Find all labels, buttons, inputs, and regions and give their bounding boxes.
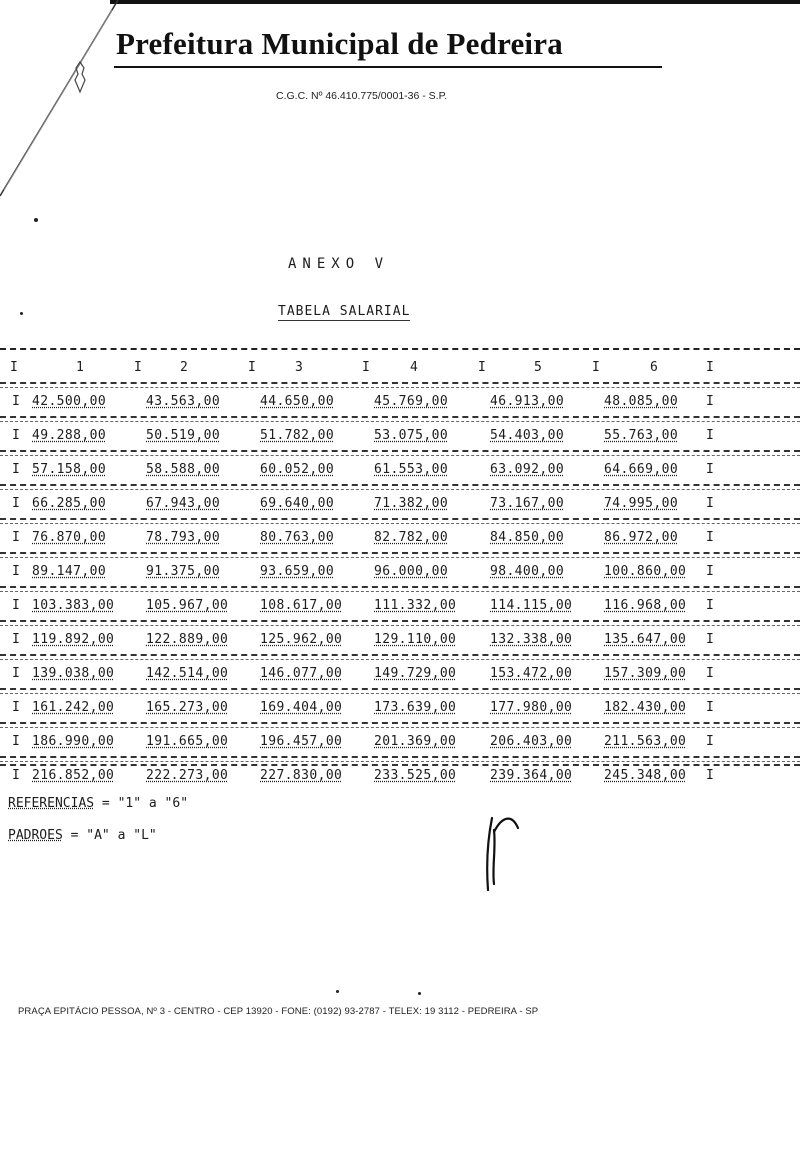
references-legend [8,796,188,811]
table-row [0,484,800,518]
salary-cell: 233.525,00 [374,768,457,783]
salary-cell: 201.369,00 [374,734,457,749]
column-divider: I [706,428,714,443]
salary-cell: 182.430,00 [604,700,687,715]
table-row [0,552,800,586]
salary-cell: 67.943,00 [146,496,221,511]
column-divider: I [706,564,714,579]
speck-mark [34,218,38,222]
column-header: 2 [180,360,189,375]
patterns-value: = "A" a "L" [70,828,157,843]
column-divider: I [706,496,714,511]
salary-cell: 153.472,00 [490,666,573,681]
table-row [0,756,800,790]
column-divider: I [592,360,600,375]
salary-cell: 114.115,00 [490,598,573,613]
salary-cell: 129.110,00 [374,632,457,647]
row-separator [0,387,800,388]
table-header-row [0,348,800,382]
column-divider: I [706,700,714,715]
table-row [0,382,800,416]
column-divider: I [706,360,714,375]
footer-address: PRAÇA EPITÁCIO PESSOA, Nº 3 - CENTRO - CEP 13920 - FONE: (0192) 93-2787 - TELEX: 19 3112 - PEDREIRA - SP [18,1006,539,1017]
salary-cell: 245.348,00 [604,768,687,783]
salary-cell: 206.403,00 [490,734,573,749]
crest-stamp-icon [72,60,88,94]
column-divider: I [706,666,714,681]
column-divider: I [706,768,714,783]
row-separator [0,625,800,626]
salary-cell: 186.990,00 [32,734,115,749]
column-divider: I [10,360,18,375]
salary-cell: 91.375,00 [146,564,221,579]
signature-mark [478,808,528,898]
column-header: 1 [76,360,85,375]
column-divider: I [12,564,20,579]
salary-cell: 103.383,00 [32,598,115,613]
row-separator [0,557,800,558]
salary-cell: 135.647,00 [604,632,687,647]
row-separator [0,591,800,592]
column-divider: I [248,360,256,375]
row-separator [0,489,800,490]
column-divider: I [12,768,20,783]
salary-cell: 139.038,00 [32,666,115,681]
column-divider: I [12,734,20,749]
salary-cell: 161.242,00 [32,700,115,715]
speck-mark [418,992,421,995]
column-divider: I [12,598,20,613]
row-separator [0,727,800,728]
salary-cell: 64.669,00 [604,462,679,477]
column-divider: I [12,428,20,443]
column-divider: I [12,666,20,681]
salary-cell: 78.793,00 [146,530,221,545]
patterns-label: PADROES [8,828,63,843]
salary-cell: 50.519,00 [146,428,221,443]
salary-cell: 71.382,00 [374,496,449,511]
table-row [0,450,800,484]
salary-cell: 149.729,00 [374,666,457,681]
salary-cell: 63.092,00 [490,462,565,477]
column-divider: I [12,496,20,511]
letterhead-underline [114,66,662,68]
registration-number: C.G.C. Nº 46.410.775/0001-36 - S.P. [276,90,448,102]
salary-cell: 44.650,00 [260,394,335,409]
salary-cell: 116.968,00 [604,598,687,613]
salary-cell: 61.553,00 [374,462,449,477]
column-divider: I [478,360,486,375]
salary-cell: 165.273,00 [146,700,229,715]
salary-cell: 69.640,00 [260,496,335,511]
column-header: 5 [534,360,543,375]
salary-cell: 46.913,00 [490,394,565,409]
salary-cell: 146.077,00 [260,666,343,681]
salary-cell: 55.763,00 [604,428,679,443]
speck-mark [20,312,23,315]
salary-cell: 111.332,00 [374,598,457,613]
salary-cell: 216.852,00 [32,768,115,783]
column-header: 3 [295,360,304,375]
column-divider: I [362,360,370,375]
references-value: = "1" a "6" [101,796,189,811]
row-separator [0,421,800,422]
salary-cell: 93.659,00 [260,564,335,579]
salary-cell: 42.500,00 [32,394,107,409]
salary-cell: 100.860,00 [604,564,687,579]
letterhead-title: Prefeitura Municipal de Pedreira [116,26,563,61]
salary-cell: 211.563,00 [604,734,687,749]
salary-cell: 58.588,00 [146,462,221,477]
row-separator [0,761,800,762]
salary-cell: 53.075,00 [374,428,449,443]
salary-cell: 96.000,00 [374,564,449,579]
salary-cell: 76.870,00 [32,530,107,545]
salary-cell: 169.404,00 [260,700,343,715]
table-body [0,382,800,790]
salary-cell: 74.995,00 [604,496,679,511]
salary-cell: 222.273,00 [146,768,229,783]
table-row [0,688,800,722]
salary-cell: 239.364,00 [490,768,573,783]
salary-cell: 108.617,00 [260,598,343,613]
table-title: TABELA SALARIAL [278,304,411,319]
salary-cell: 196.457,00 [260,734,343,749]
salary-cell: 86.972,00 [604,530,679,545]
salary-cell: 98.400,00 [490,564,565,579]
salary-cell: 48.085,00 [604,394,679,409]
column-header: 6 [650,360,659,375]
column-divider: I [12,700,20,715]
salary-table [0,348,800,790]
column-divider: I [706,598,714,613]
column-header: 4 [410,360,419,375]
column-divider: I [706,394,714,409]
table-row [0,518,800,552]
row-separator [0,523,800,524]
column-divider: I [706,734,714,749]
salary-cell: 84.850,00 [490,530,565,545]
table-row [0,620,800,654]
salary-cell: 80.763,00 [260,530,335,545]
table-row [0,654,800,688]
salary-cell: 49.288,00 [32,428,107,443]
column-divider: I [12,632,20,647]
salary-cell: 227.830,00 [260,768,343,783]
column-divider: I [12,394,20,409]
salary-cell: 105.967,00 [146,598,229,613]
salary-cell: 57.158,00 [32,462,107,477]
salary-cell: 132.338,00 [490,632,573,647]
salary-cell: 82.782,00 [374,530,449,545]
table-bottom-rule [0,764,800,766]
salary-cell: 73.167,00 [490,496,565,511]
salary-cell: 45.769,00 [374,394,449,409]
salary-cell: 66.285,00 [32,496,107,511]
table-row [0,586,800,620]
salary-cell: 177.980,00 [490,700,573,715]
column-divider: I [12,530,20,545]
column-divider: I [12,462,20,477]
salary-cell: 51.782,00 [260,428,335,443]
annex-title: ANEXO V [288,256,390,272]
salary-cell: 89.147,00 [32,564,107,579]
salary-cell: 122.889,00 [146,632,229,647]
table-row [0,722,800,756]
row-separator [0,659,800,660]
salary-cell: 142.514,00 [146,666,229,681]
salary-cell: 173.639,00 [374,700,457,715]
salary-cell: 54.403,00 [490,428,565,443]
row-separator [0,455,800,456]
salary-cell: 191.665,00 [146,734,229,749]
column-divider: I [706,462,714,477]
salary-cell: 60.052,00 [260,462,335,477]
column-divider: I [706,530,714,545]
salary-cell: 119.892,00 [32,632,115,647]
table-row [0,416,800,450]
salary-cell: 43.563,00 [146,394,221,409]
salary-cell: 157.309,00 [604,666,687,681]
speck-mark [336,990,339,993]
column-divider: I [706,632,714,647]
patterns-legend [8,828,157,843]
column-divider: I [134,360,142,375]
salary-cell: 125.962,00 [260,632,343,647]
references-label: REFERENCIAS [8,796,95,811]
row-separator [0,693,800,694]
